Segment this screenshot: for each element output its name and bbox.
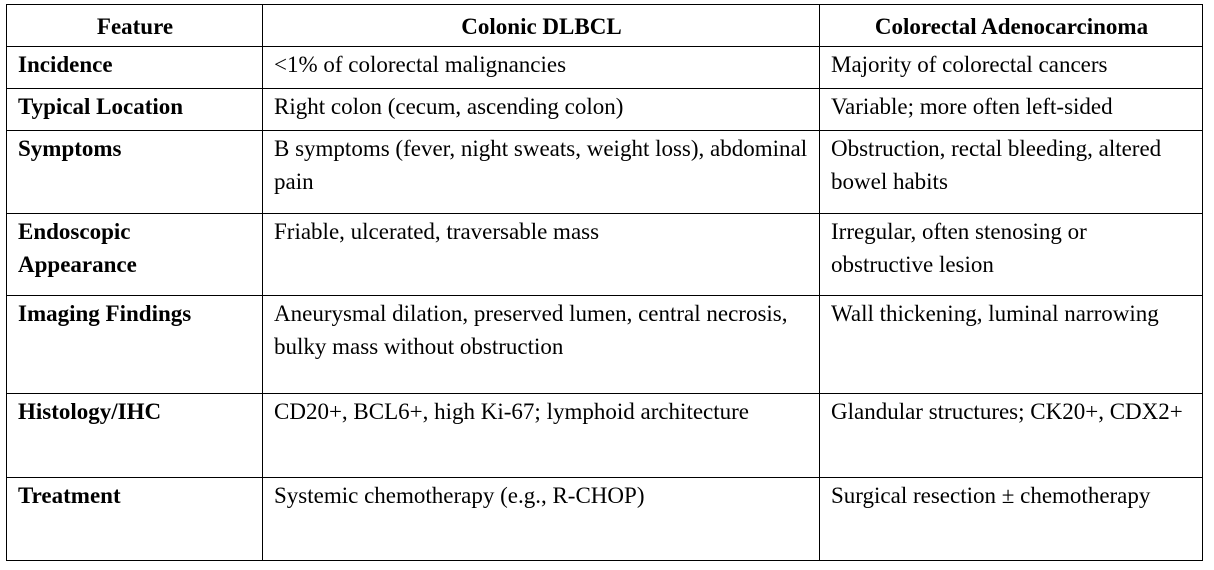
adenocarcinoma-cell: Wall thickening, luminal narrowing (820, 296, 1203, 394)
header-feature: Feature (7, 5, 263, 47)
feature-cell: Symptoms (7, 131, 263, 214)
dlbcl-cell: CD20+, BCL6+, high Ki-67; lymphoid architecture (263, 394, 820, 478)
adenocarcinoma-cell: Glandular structures; CK20+, CDX2+ (820, 394, 1203, 478)
adenocarcinoma-cell: Majority of colorectal cancers (820, 47, 1203, 89)
adenocarcinoma-cell: Irregular, often stenosing or obstructive lesion (820, 214, 1203, 296)
feature-cell: Incidence (7, 47, 263, 89)
table-row (7, 296, 1203, 394)
table-row (7, 89, 1203, 131)
adenocarcinoma-cell: Surgical resection ± chemotherapy (820, 478, 1203, 561)
table-row (7, 394, 1203, 478)
feature-cell: Endoscopic Appearance (7, 214, 263, 296)
feature-cell: Imaging Findings (7, 296, 263, 394)
feature-cell: Histology/IHC (7, 394, 263, 478)
dlbcl-cell: Aneurysmal dilation, preserved lumen, central necrosis, bulky mass without obstruction (263, 296, 820, 394)
table-row (7, 214, 1203, 296)
adenocarcinoma-cell: Obstruction, rectal bleeding, altered bowel habits (820, 131, 1203, 214)
header-colonic-dlbcl: Colonic DLBCL (263, 5, 820, 47)
table-row (7, 47, 1203, 89)
feature-cell: Typical Location (7, 89, 263, 131)
dlbcl-cell: Systemic chemotherapy (e.g., R-CHOP) (263, 478, 820, 561)
comparison-table (6, 4, 1203, 561)
table-row (7, 478, 1203, 561)
dlbcl-cell: <1% of colorectal malignancies (263, 47, 820, 89)
dlbcl-cell: B symptoms (fever, night sweats, weight loss), abdominal pain (263, 131, 820, 214)
dlbcl-cell: Right colon (cecum, ascending colon) (263, 89, 820, 131)
dlbcl-cell: Friable, ulcerated, traversable mass (263, 214, 820, 296)
feature-cell: Treatment (7, 478, 263, 561)
header-row (7, 5, 1203, 47)
adenocarcinoma-cell: Variable; more often left-sided (820, 89, 1203, 131)
header-colorectal-adenocarcinoma: Colorectal Adenocarcinoma (820, 5, 1203, 47)
table-row (7, 131, 1203, 214)
